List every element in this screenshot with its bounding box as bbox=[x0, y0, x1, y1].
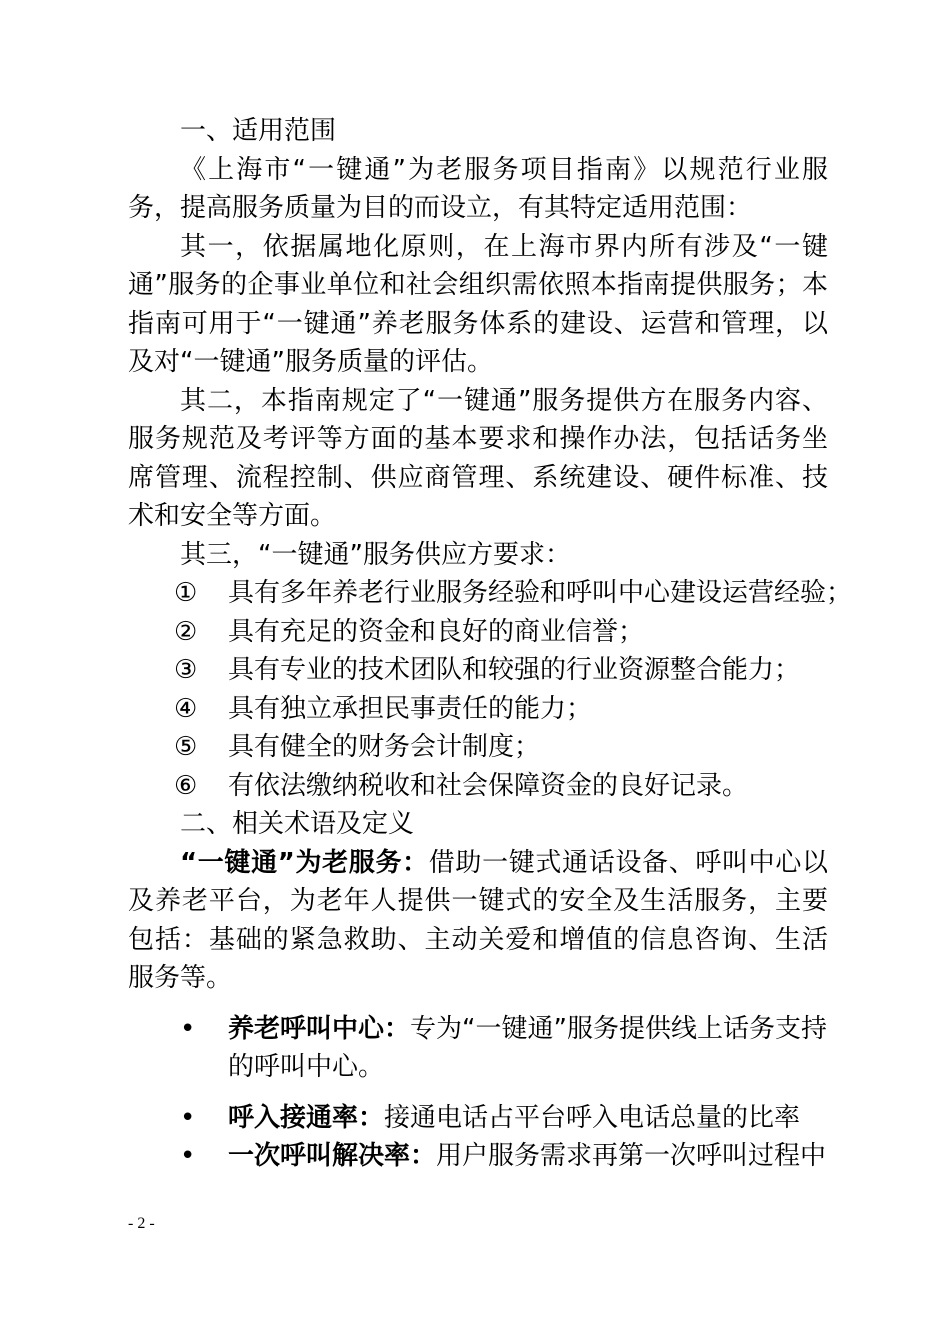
list-text: 具有充足的资金和良好的商业信誉； bbox=[228, 616, 645, 647]
bullet-dot-icon: • bbox=[180, 1141, 196, 1171]
scope-paragraph-2: 其二，本指南规定了“一键通”服务提供方在服务内容、服务规范及考评等方面的基本要求和操作办法，包括话务坐席管理、流程控制、供应商管理、系统建设、硬件标准、技术和安全等方面。 bbox=[128, 385, 828, 531]
scope-paragraph-3: 其三，“一键通”服务供应方要求： bbox=[180, 539, 571, 570]
definition-text: 借助一键式通话设备、呼叫中心以及养老平台，为老年人提供一键式的安全及生活服务，主要包括：基础的紧急救助、主动关爱和增值的信息咨询、生活服务等。 bbox=[128, 847, 828, 993]
bullet-body bbox=[228, 1137, 828, 1176]
page-number: - 2 - bbox=[128, 1215, 155, 1232]
list-number: ⑤ bbox=[174, 732, 198, 762]
list-item bbox=[128, 1137, 828, 1176]
bullet-dot-icon: • bbox=[180, 1102, 196, 1133]
bullet-body bbox=[228, 1099, 828, 1138]
list-number: ⑥ bbox=[174, 770, 198, 801]
list-number: ③ bbox=[174, 655, 198, 685]
definition-term: 呼入接通率： bbox=[228, 1102, 385, 1133]
list-item bbox=[128, 651, 828, 690]
list-item bbox=[128, 613, 828, 652]
definition-bullet-list bbox=[128, 1010, 828, 1176]
section-heading-terms: 二、相关术语及定义 bbox=[180, 809, 415, 839]
definition-term: 养老呼叫中心： bbox=[228, 1013, 411, 1044]
document-body bbox=[128, 112, 853, 1176]
scope-paragraph-1: 其一，依据属地化原则，在上海市界内所有涉及“一键通”服务的企事业单位和社会组织需依照本指南提供服务；本指南可用于“一键通”养老服务体系的建设、运营和管理，以及对“一键通”服务质量的评估。 bbox=[128, 231, 828, 377]
definition-paragraph-main bbox=[128, 844, 828, 998]
definition-term: 一次呼叫解决率： bbox=[228, 1141, 437, 1171]
definition-text: 用户服务需求再第一次呼叫过程中 bbox=[436, 1141, 827, 1171]
definition-text: 接通电话占平台呼入电话总量的比率 bbox=[384, 1102, 801, 1133]
list-item bbox=[128, 1010, 828, 1087]
definition-term: “一键通”为老服务： bbox=[180, 847, 429, 878]
bullet-dot-icon: • bbox=[180, 1013, 196, 1044]
list-item bbox=[128, 767, 828, 806]
list-number: ② bbox=[174, 616, 198, 647]
list-item bbox=[128, 728, 828, 767]
list-text: 具有多年养老行业服务经验和呼叫中心建设运营经验； bbox=[228, 578, 853, 608]
list-item bbox=[128, 690, 828, 729]
list-text: 具有独立承担民事责任的能力； bbox=[228, 693, 593, 724]
list-text: 有依法缴纳税收和社会保障资金的良好记录。 bbox=[228, 770, 749, 801]
bullet-body bbox=[228, 1010, 828, 1087]
requirements-list bbox=[128, 574, 853, 805]
scope-intro-paragraph: 《上海市“一键通”为老服务项目指南》以规范行业服务，提高服务质量为目的而设立，有其特定适用范围： bbox=[128, 154, 828, 223]
list-number: ① bbox=[174, 578, 198, 608]
section-heading-scope: 一、适用范围 bbox=[180, 116, 337, 146]
list-number: ④ bbox=[174, 693, 198, 724]
list-text: 具有专业的技术团队和较强的行业资源整合能力； bbox=[228, 655, 801, 685]
list-item bbox=[128, 1099, 828, 1138]
definition-text: 专为“一键通”服务提供线上话务支持的呼叫中心。 bbox=[228, 1013, 827, 1082]
list-item bbox=[128, 574, 853, 613]
list-text: 具有健全的财务会计制度； bbox=[228, 732, 541, 762]
